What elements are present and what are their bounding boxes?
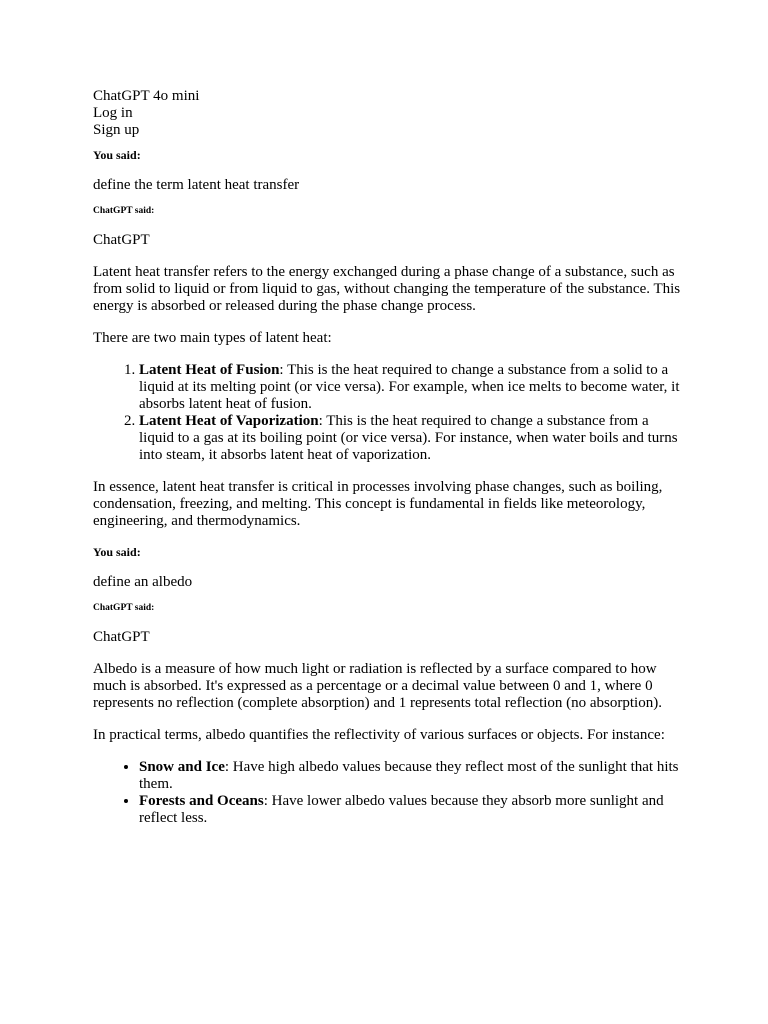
list-item-term: Snow and Ice xyxy=(139,759,225,775)
list-item xyxy=(139,793,683,827)
login-link[interactable]: Log in xyxy=(93,105,133,121)
assistant-name: ChatGPT xyxy=(93,629,150,645)
user-message: define an albedo xyxy=(93,574,193,590)
list-item-text: : Have lower albedo values because they absorb more sunlight and reflect less. xyxy=(139,793,664,826)
assistant-paragraph: There are two main types of latent heat: xyxy=(93,330,332,346)
assistant-label: ChatGPT said: xyxy=(93,206,155,216)
model-label: ChatGPT 4o mini xyxy=(93,88,200,104)
numbered-list xyxy=(93,362,683,464)
assistant-paragraph: Latent heat transfer refers to the energy exchanged during a phase change of a substance, such as from solid to liquid or from liquid to gas, without changing the temperature of the substance. This energy is absorbed or released during the phase change process. xyxy=(93,264,681,314)
document-page xyxy=(93,88,683,827)
list-item xyxy=(139,362,683,413)
assistant-paragraph: Albedo is a measure of how much light or radiation is reflected by a surface compared to how much is absorbed. It's expressed as a percentage or a decimal value between 0 and 1, where 0 represents no reflection (complete absorption) and 1 represents total reflection (no absorption). xyxy=(93,661,662,711)
user-label: You said: xyxy=(93,545,141,559)
assistant-label: ChatGPT said: xyxy=(93,603,155,613)
list-item-text: : Have high albedo values because they reflect most of the sunlight that hits them. xyxy=(139,759,679,792)
user-message: define the term latent heat transfer xyxy=(93,177,300,193)
assistant-paragraph: In practical terms, albedo quantifies the reflectivity of various surfaces or objects. For instance: xyxy=(93,727,665,743)
list-item xyxy=(139,413,683,464)
assistant-name: ChatGPT xyxy=(93,232,150,248)
list-item xyxy=(139,759,683,793)
list-item-text: : This is the heat required to change a substance from a solid to a liquid at its melting point (or vice versa). For example, when ice melts to become water, it absorbs latent heat of fusion. xyxy=(139,362,680,412)
signup-link[interactable]: Sign up xyxy=(93,122,140,138)
user-label: You said: xyxy=(93,148,141,162)
assistant-paragraph: In essence, latent heat transfer is critical in processes involving phase changes, such as boiling, condensation, freezing, and melting. This concept is fundamental in fields like meteorology, engineering, and thermodynamics. xyxy=(93,479,663,529)
list-item-term: Latent Heat of Vaporization xyxy=(139,413,319,429)
list-item-term: Forests and Oceans xyxy=(139,793,264,809)
list-item-text: : This is the heat required to change a substance from a liquid to a gas at its boiling point (or vice versa). For instance, when water boils and turns into steam, it absorbs latent heat of vaporization. xyxy=(139,413,678,463)
list-item-term: Latent Heat of Fusion xyxy=(139,362,280,378)
bullet-list xyxy=(93,759,683,827)
